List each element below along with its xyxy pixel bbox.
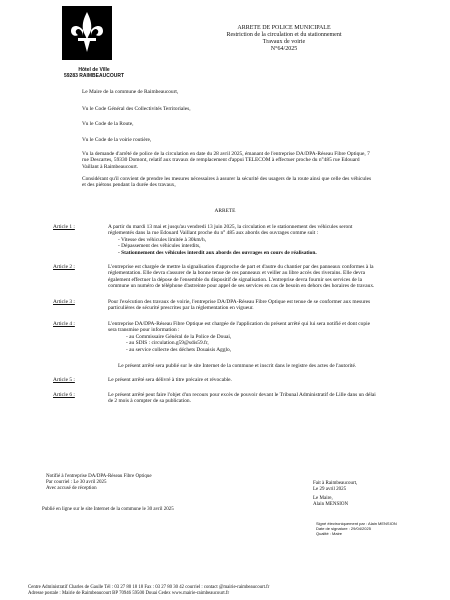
esign-line: Qualité : Maire	[316, 531, 343, 536]
list-item: - Stationnement des véhicules interdit aux abords des ouvrages en cours de réalisation.	[118, 250, 376, 256]
town-postcode: 59283 RAIMBEAUCOURT	[63, 73, 124, 79]
list-item: - au SDIS : circulation.g59@sdis59.fr,	[126, 340, 376, 346]
article-label: Article 5 :	[53, 377, 75, 383]
article-body: L'entreprise DA/DPA-Réseau Fibre Optique est chargée de l'application du présent arrêté qui lui sera notifié et dont copie sera transmise pour information :	[108, 321, 370, 334]
notification-line: Par courriel : Le 30 avril 2025	[46, 480, 107, 485]
list-item: - au Commissaire Général de la Police de Douai,	[126, 334, 376, 340]
article-body: A partir du mardi 13 mai et jusqu'au vendredi 13 juin 2025, la circulation et le stationnement des véhicules seront réglementés dans la rue Edouard Vaillant proche du n° 485 aux abords des ouvrages comme suit :	[108, 224, 353, 237]
preamble-line: Vu le Code de la Route,	[82, 121, 134, 127]
article-label: Article 2 :	[53, 264, 75, 270]
signature-date: Le 29 avril 2025	[313, 487, 347, 492]
document-title: ARRETE DE POLICE MUNICIPALE	[237, 25, 331, 31]
signature-block	[313, 481, 393, 508]
town-hall-label: Hôtel de Ville	[78, 67, 110, 73]
document-number: N°64/2025	[270, 46, 298, 52]
article-label: Article 6 :	[53, 392, 75, 398]
document-subtitle: Restriction de la circulation et du stationnement	[226, 32, 342, 38]
arrete-heading: ARRETE	[214, 208, 236, 214]
article-1-list	[108, 237, 376, 256]
notification-line: Avec accusé de réception	[46, 486, 97, 491]
preamble-line: Vu le Code Général des Collectivités Territoriales,	[82, 106, 191, 112]
article-1-text	[108, 224, 376, 256]
list-item: - Vitesse des véhicules limitée à 30km/h,	[118, 237, 376, 243]
footer-line: Centre Administratif Charles de Gaulle Tél : 03 27 80 18 18 Fax : 03 27 80 30 42 courriel : contact @mairie-raimbeaucourt.fr	[28, 585, 270, 590]
fleur-de-lis-icon	[62, 6, 112, 60]
article-label: Article 4 :	[53, 321, 75, 327]
esign-line: Date de signature : 29/04/2025	[316, 526, 371, 531]
preamble-line: Vu le Code de la voirie routière,	[82, 137, 152, 143]
article-body: Pour l'exécution des travaux de voirie, l'entreprise DA/DPA-Réseau Fibre Optique est tenue de se conformer aux mesures particulières de sécurité prescrites par la réglementation en vigueur.	[108, 299, 371, 312]
article-body: Le présent arrêté sera délivré à titre précaire et révocable.	[108, 377, 232, 383]
notification-line: Notifié à l'entreprise DA/DPA-Réseau Fibre Optique	[46, 474, 152, 479]
preamble-considering: Considérant qu'il convient de prendre les mesures nécessaires à assurer la sécurité des usagers de la route ainsi que celle des véhicules et des piétons pendant la durée des travaux,	[82, 176, 372, 189]
article-4-publication: Le présent arrêté sera publié sur le site Internet de la commune et inscrit dans le registre des actes de l'autorité.	[118, 363, 357, 369]
article-body: L'entreprise est chargée de mettre la signalisation d'approche de part et d'autre du chantier par des panneaux conformes à la réglementation. Elle devra s'assurer de la bonne tenue de ces panneaux et veiller au libre accès des riverains. Elle devra également effectuer la dépose de l'ensemble du dispositif de signalisation. L'entreprise devra fournir ses services de la commune un numéro de téléphone d'astreinte pour appel de ses services en cas de besoin en dehors des horaires de travaux.	[108, 264, 375, 290]
signature-place: Fait à Raimbeaucourt,	[313, 481, 358, 486]
esign-line: Signé électroniquement par : Alain MENSION	[316, 521, 397, 526]
article-label: Article 1 :	[53, 224, 75, 230]
electronic-signature	[316, 521, 426, 536]
document-subject: Travaux de voirie	[262, 39, 306, 45]
signature-name: Alain MENSION	[313, 502, 349, 507]
preamble-request: Vu la demande d'arrêté de police de la circulation en date du 28 avril 2025, émanant de l'entreprise DA/DPA-Réseau Fibre Optique, 7 rue Descartes, 59330 Domont, relatif aux travaux de remplacement d'appui TELECOM à effectuer proche du n°485 rue Edouard Vaillant à Raimbeaucourt.	[82, 151, 370, 170]
list-item: - Dépassement des véhicules interdits,	[118, 243, 376, 249]
publication-line: Publié en ligne sur le site Internet de la commune le 30 avril 2025	[42, 507, 174, 512]
page-footer	[28, 585, 428, 597]
notification-block	[46, 474, 236, 492]
article-body: Le présent arrêté peut faire l'objet d'un recours pour excès de pouvoir devant le Tribunal Administratif de Lille dans un délai de 2 mois à compter de sa publication.	[108, 392, 376, 405]
signature-role: Le Maire,	[313, 496, 333, 501]
preamble-line: Le Maire de la commune de Raimbeaucourt,	[82, 89, 179, 95]
article-4-list	[108, 334, 376, 353]
article-label: Article 3 :	[53, 299, 75, 305]
city-logo	[62, 6, 112, 60]
footer-line: Adresse postale : Mairie de Raimbeaucourt BP 70946 59500 Douai Cedex www.mairie-raimbeaucourt.fr	[28, 591, 230, 596]
list-item: - au service collecte des déchets Douaisis Agglo,	[126, 347, 376, 353]
article-4-text	[108, 321, 376, 353]
